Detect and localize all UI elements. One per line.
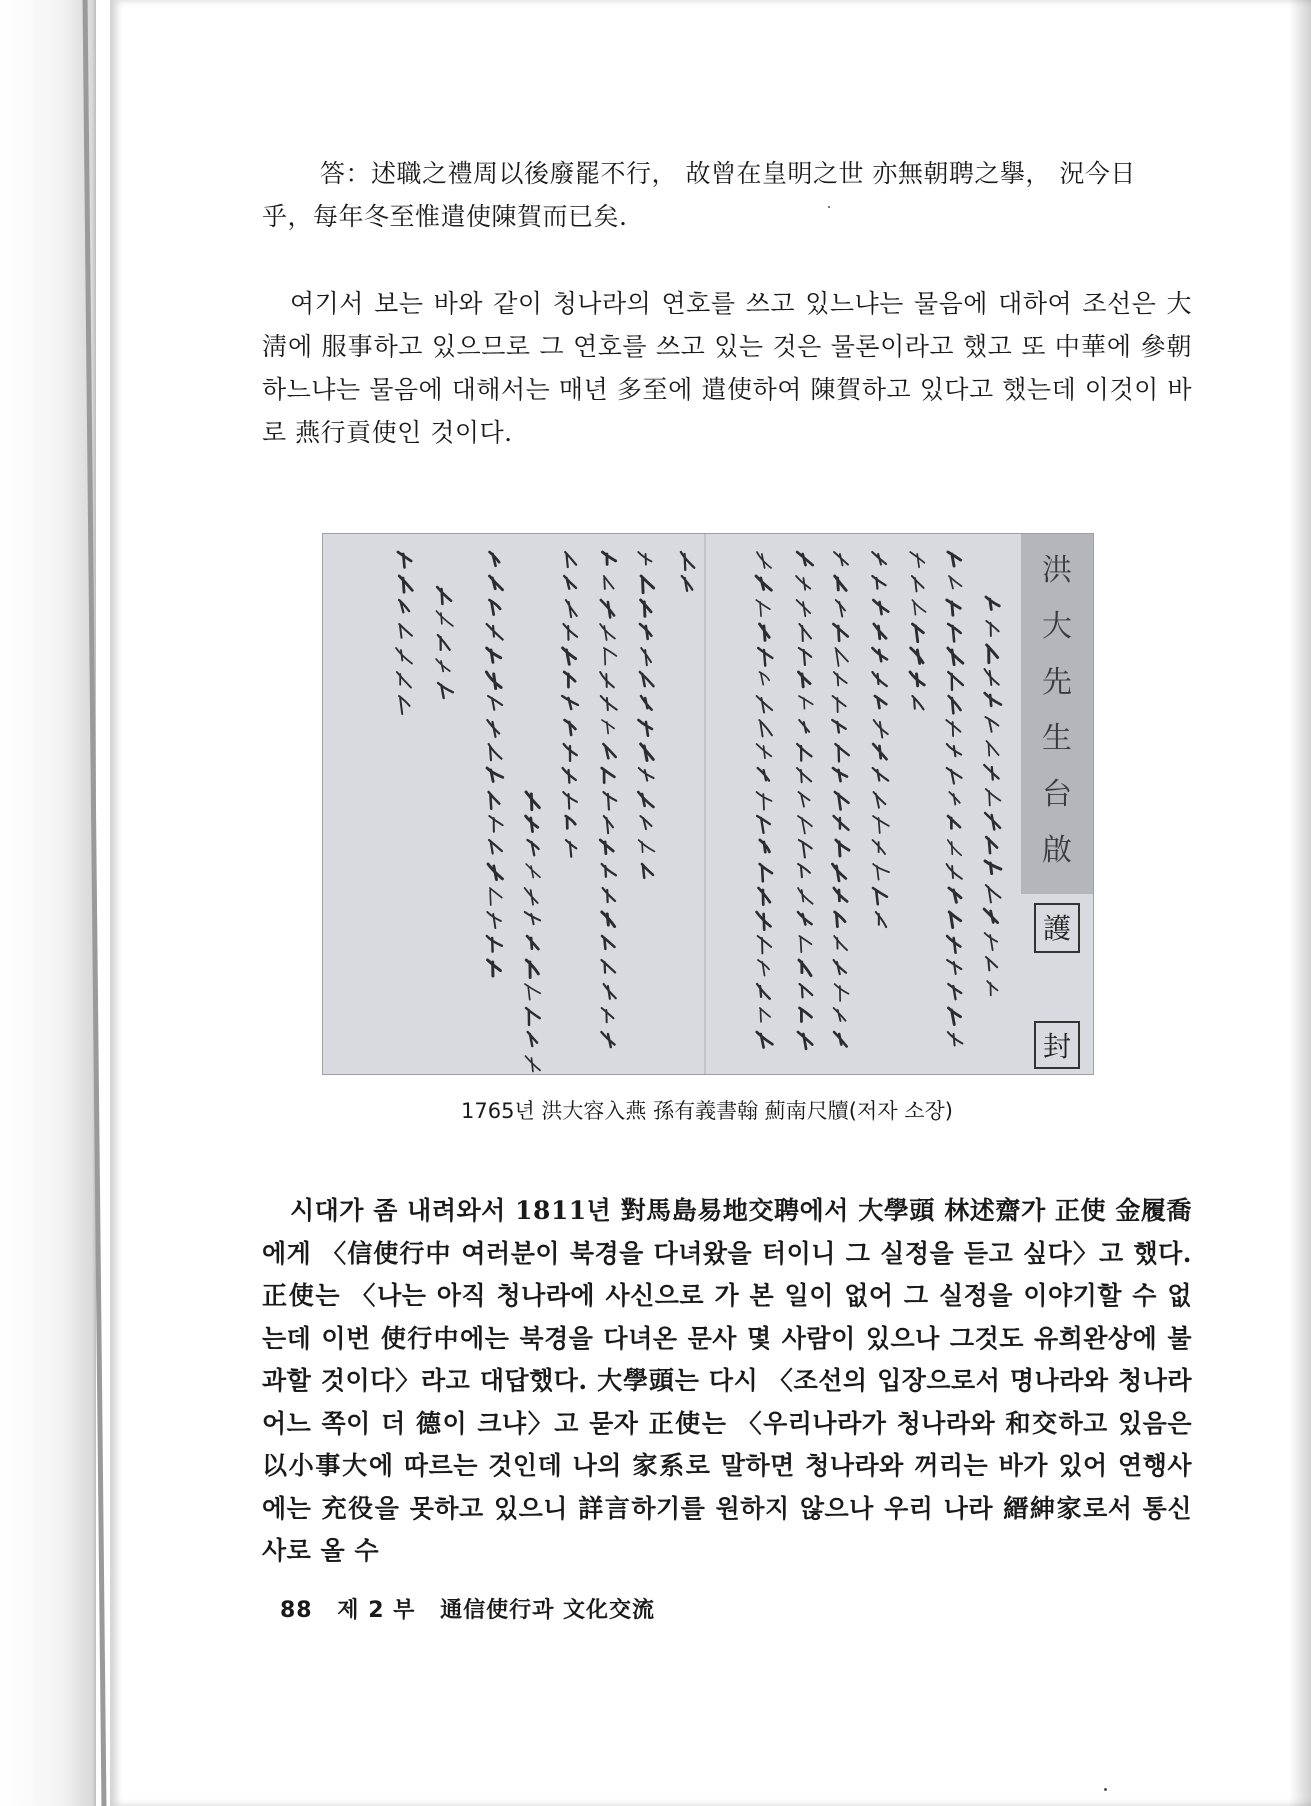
answer-line-1: 答：述職之禮周以後廢罷不行， 故曾在皇明之世 亦無朝聘之擧， 況今日 (320, 159, 1136, 188)
paragraph-1: 여기서 보는 바와 같이 청나라의 연호를 쓰고 있느냐는 물음에 대하여 조선은 大淸에 服事하고 있으므로 그 연호를 쓰고 있는 것은 물론이라고 했고 또 中華에 參朝하느냐는 물음에 대해서는 매년 多至에 遣使하여 陳賀하고 있다고 했는데 이것이 바로 燕行貢使인 것이다. (262, 289, 1192, 447)
answer-quote (262, 152, 1192, 238)
seal-char: 啟 (1042, 833, 1072, 868)
scan-speck (828, 206, 830, 208)
page-number: 88 (280, 1598, 313, 1623)
seal-char: 洪 (1042, 553, 1072, 588)
figure-caption: 1765년 洪大容入燕 孫有義書翰 薊南尺牘(저자 소장) (461, 1099, 953, 1123)
page-footer (280, 1593, 671, 1624)
letter-figure (322, 533, 1094, 1075)
scan-speck (1104, 1788, 1107, 1791)
calligraphy-letter-image (323, 534, 1093, 1074)
seal-char: 台 (1042, 777, 1072, 812)
seal-char: 大 (1042, 609, 1072, 644)
seal-char: 先 (1042, 665, 1072, 700)
stamp-top: 護 (1042, 912, 1072, 945)
page-shadow (1289, 0, 1311, 1806)
part-label: 제 2 부 (337, 1598, 416, 1623)
stamp-bottom: 封 (1042, 1030, 1072, 1063)
answer-line-2: 乎，每年冬至惟遣使陳賀而已矣. (262, 202, 628, 231)
paragraph-2: 시대가 좀 내려와서 1811년 對馬島易地交聘에서 大學頭 林述齋가 正使 金履喬에게 〈信使行中 여러분이 북경을 다녀왔을 터이니 그 실정을 듣고 싶다〉고 했다. 正使는 〈나는 아직 청나라에 사신으로 가 본 일이 없어 그 실정을 이야기할 수 없는데 이번 使行中에는 북경을 다녀온 문사 몇 사람이 있으나 그것도 유희완상에 불과할 것이다〉라고 대답했다. 大學頭는 다시 〈조선의 입장으로서 명나라와 청나라 어느 쪽이 더 德이 크냐〉고 묻자 正使는 〈우리나라가 청나라와 和交하고 있음은 以小事大에 따르는 것인데 나의 家系로 말하면 청나라와 꺼리는 바가 있어 연행사에는 充役을 못하고 있으니 詳言하기를 원하지 않으나 우리 나라 縉紳家로서 통신사로 올 수 (262, 1196, 1192, 1565)
scan-edge (0, 0, 96, 1806)
chapter-title: 通信使行과 文化交流 (440, 1598, 656, 1623)
seal-char: 生 (1042, 721, 1072, 756)
